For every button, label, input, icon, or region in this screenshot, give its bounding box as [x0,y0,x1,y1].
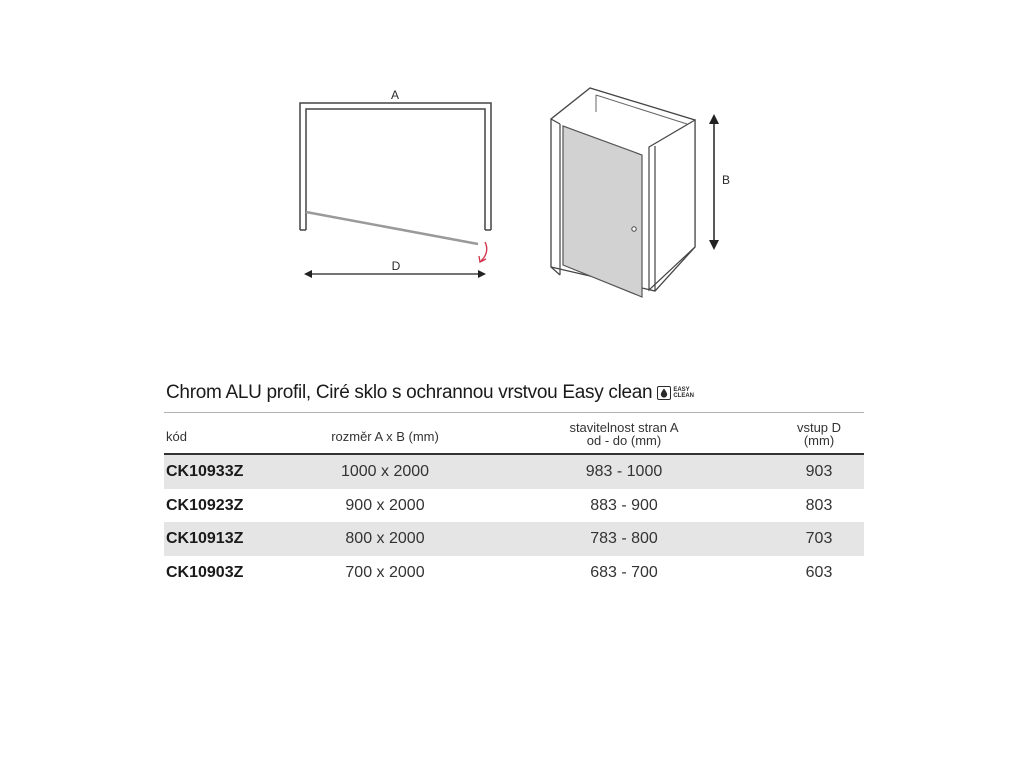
header-size: rozměr A x B (mm) [331,429,439,444]
product-title-row [166,378,866,408]
easy-clean-label [673,387,694,399]
badge-clean: CLEAN [673,393,694,399]
table-row [164,455,864,489]
table-row [164,489,864,523]
cell-size: 1000 x 2000 [340,463,430,480]
cell-code: CK10923Z [166,496,244,514]
cell-size: 900 x 2000 [345,496,425,514]
shower-enclosure-diagram [0,0,1024,330]
header-code: kód [166,429,187,444]
table-header [164,413,864,455]
cell-entry: 703 [805,530,833,547]
cell-size: 800 x 2000 [345,530,425,547]
cell-entry: 803 [805,496,833,514]
header-adjust-line1: stavitelnost stran A [569,420,679,435]
cell-adjust: 983 - 1000 [585,463,663,480]
cell-entry: 603 [805,563,833,581]
cell-entry: 903 [805,463,833,480]
product-title: Chrom ALU profil, Ciré sklo s ochrannou vrstvou Easy clean [166,382,653,403]
spec-table [164,412,864,589]
dimension-label-d: D [391,259,401,273]
cell-adjust: 883 - 900 [590,496,658,514]
cell-code: CK10913Z [166,530,244,547]
header-entry [769,421,869,447]
cell-size: 700 x 2000 [345,563,425,581]
table-row [164,556,864,590]
header-entry-line1: vstup D [796,420,842,435]
cell-adjust: 783 - 800 [590,530,658,547]
header-adjust [539,421,709,447]
cell-adjust: 683 - 700 [590,563,658,581]
cell-code: CK10903Z [166,563,244,581]
header-adjust-line2: od - do (mm) [586,433,662,448]
water-drop-icon [657,386,671,400]
cell-code: CK10933Z [166,463,244,480]
easy-clean-badge [657,386,694,400]
top-view-drawing [300,103,491,278]
dimension-label-b: B [721,173,731,187]
perspective-view-drawing [551,88,719,297]
dimension-label-a: A [390,88,400,102]
table-row [164,522,864,556]
header-entry-line2: (mm) [803,433,835,448]
badge-easy: EASY [673,387,690,393]
